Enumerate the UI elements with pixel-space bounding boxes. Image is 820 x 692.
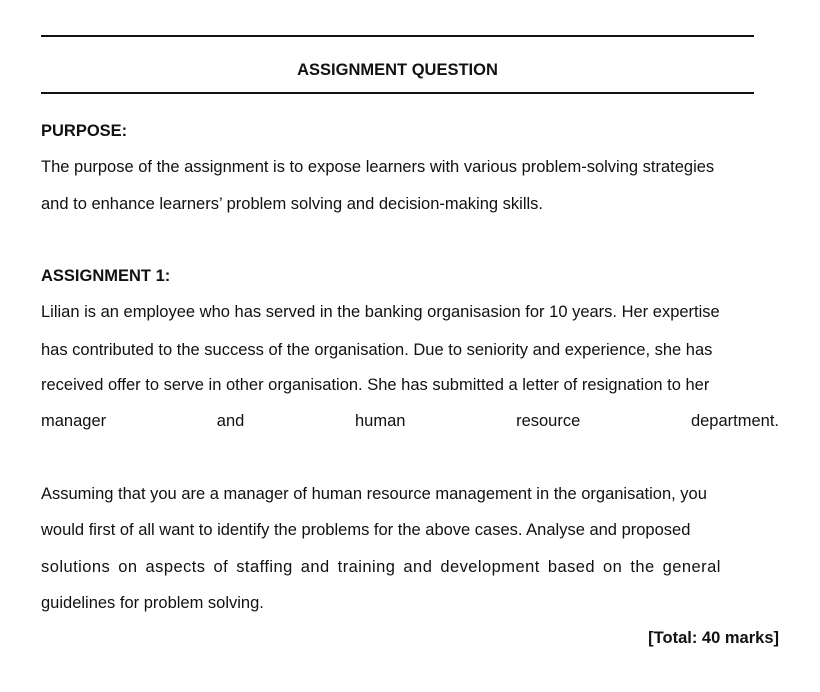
top-rule (41, 35, 754, 37)
purpose-heading: PURPOSE: (41, 122, 128, 140)
paragraph2-line-3 (41, 558, 779, 577)
paragraph2-line-4: guidelines for problem solving. (41, 594, 264, 612)
page-title: ASSIGNMENT QUESTION (297, 61, 498, 79)
paragraph2-line-1: Assuming that you are a manager of human resource management in the organisation, you (41, 485, 707, 503)
paragraph2-line-2: would first of all want to identify the problems for the above cases. Analyse and proposed (41, 521, 691, 539)
paragraph2-line-3-text: solutions on aspects of staffing and training and development based on the general (41, 558, 721, 576)
word: manager (41, 412, 107, 430)
total-marks: [Total: 40 marks] (648, 629, 779, 647)
paragraph1-line-2: has contributed to the success of the organisation. Due to seniority and experience, she has (41, 341, 713, 359)
word: resource (516, 412, 581, 430)
title-underline-rule (41, 92, 754, 94)
word: department. (690, 412, 779, 430)
word: human (354, 412, 406, 430)
paragraph1-line-3: received offer to serve in other organisation. She has submitted a letter of resignation to her (41, 376, 710, 394)
paragraph1-line-1: Lilian is an employee who has served in the banking organisasion for 10 years. Her expertise (41, 303, 720, 321)
assignment-heading: ASSIGNMENT 1: (41, 267, 171, 285)
word: and (216, 412, 245, 430)
paragraph1-line-4 (41, 412, 779, 431)
purpose-line-2: and to enhance learners’ problem solving and decision-making skills. (41, 195, 543, 213)
purpose-line-1: The purpose of the assignment is to expose learners with various problem-solving strategies (41, 158, 715, 176)
